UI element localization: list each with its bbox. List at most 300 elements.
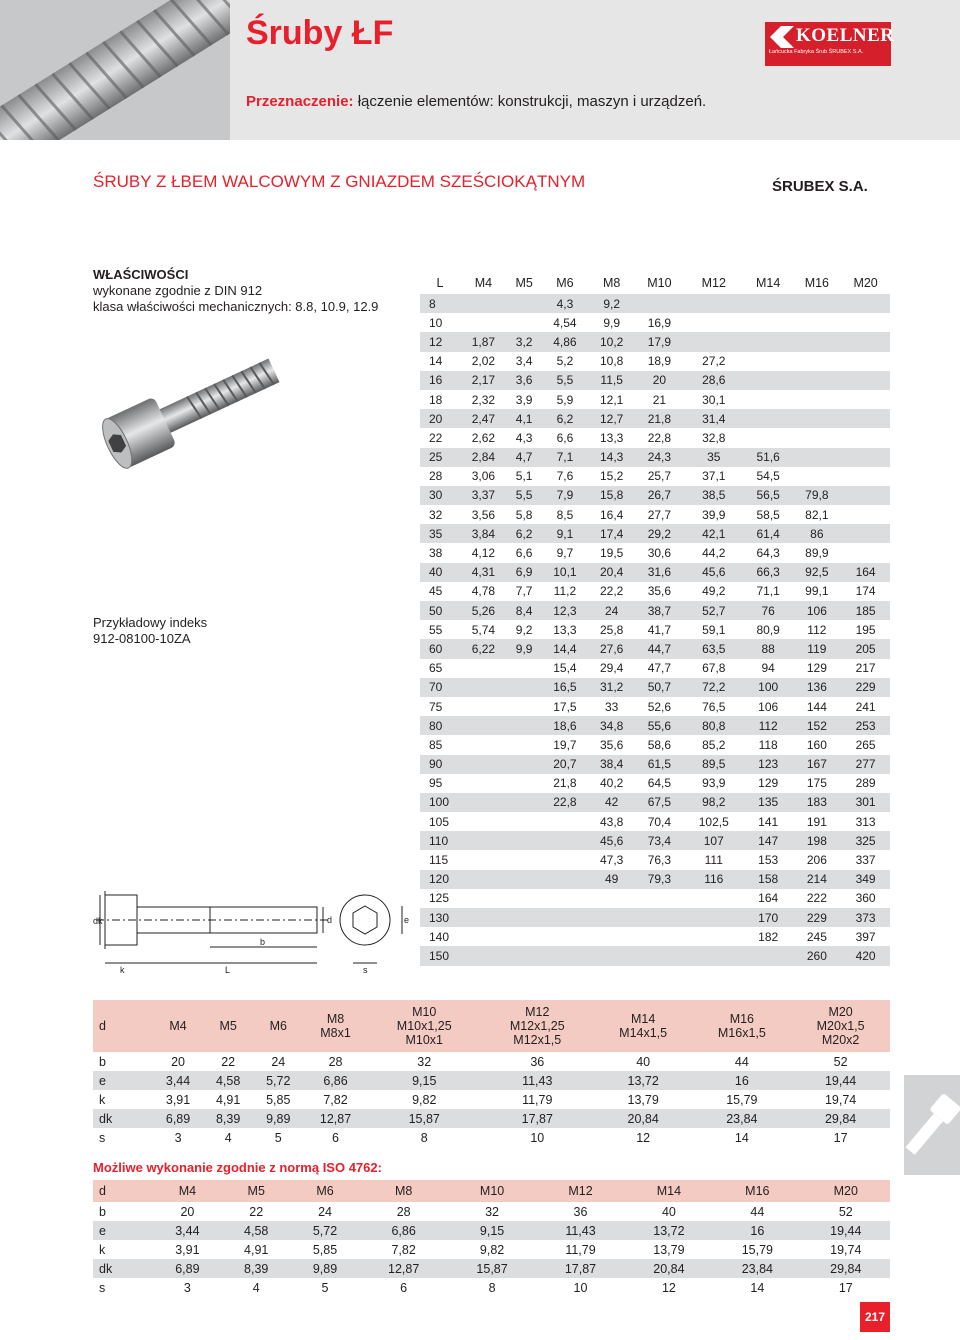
column-header: M6 <box>542 272 589 294</box>
table-cell: 22 <box>420 428 460 447</box>
table-cell: 9,9 <box>588 313 635 332</box>
table-cell: 6,86 <box>303 1071 367 1090</box>
table-cell: 17,5 <box>542 697 589 716</box>
example-index <box>93 615 207 647</box>
column-header: M8 <box>359 1180 447 1202</box>
table-cell: 25,7 <box>635 467 684 486</box>
table-cell <box>744 332 793 351</box>
table-cell: 105 <box>420 812 460 831</box>
table-cell: 80 <box>420 716 460 735</box>
table-cell: 9,2 <box>588 294 635 313</box>
table-row <box>93 1278 890 1297</box>
table-cell: 222 <box>793 889 842 908</box>
table-cell: 27,2 <box>684 352 744 371</box>
table-cell: 13,72 <box>625 1221 713 1240</box>
table-cell: 16 <box>713 1221 801 1240</box>
table-cell: 116 <box>684 870 744 889</box>
table-row <box>420 313 890 332</box>
table-row <box>93 1128 890 1147</box>
table-cell: 141 <box>744 812 793 831</box>
column-header <box>93 1000 153 1052</box>
table-cell: 31,6 <box>635 563 684 582</box>
table-row <box>420 371 890 390</box>
column-header: M12 <box>684 272 744 294</box>
table-cell: 3,37 <box>460 486 507 505</box>
page-header <box>0 0 960 140</box>
table-cell <box>841 313 890 332</box>
table-cell: 12,3 <box>542 601 589 620</box>
section-title: ŚRUBY Z ŁBEM WALCOWYM Z GNIAZDEM SZEŚCIOKĄTNYM <box>93 172 586 191</box>
table-cell <box>635 294 684 313</box>
table-row <box>420 850 890 869</box>
table-cell: 14 <box>693 1128 792 1147</box>
table-cell: 98,2 <box>684 793 744 812</box>
table-cell: 6,89 <box>153 1259 222 1278</box>
table-cell: s <box>93 1278 153 1297</box>
table-cell: 43,8 <box>588 812 635 831</box>
table-cell: 71,1 <box>744 582 793 601</box>
drawing-label-e: e <box>404 915 410 925</box>
table-cell: 8 <box>420 294 460 313</box>
header-line: M16x1,5 <box>717 1026 766 1040</box>
table-cell <box>460 927 507 946</box>
table-cell <box>744 409 793 428</box>
table-cell: 11,2 <box>542 582 589 601</box>
column-header: M16 <box>793 272 842 294</box>
table-cell: 30,6 <box>635 543 684 562</box>
table-cell: 7,9 <box>542 486 589 505</box>
table-cell: 20 <box>420 409 460 428</box>
table-cell: 50 <box>420 601 460 620</box>
table-cell: 94 <box>744 659 793 678</box>
table-cell: 5,8 <box>507 505 542 524</box>
table-cell: 32 <box>368 1052 481 1071</box>
table-row <box>420 659 890 678</box>
table-cell: 112 <box>793 620 842 639</box>
page-number: 217 <box>860 1302 890 1332</box>
table-cell: 17,4 <box>588 524 635 543</box>
table-cell: 59,1 <box>684 620 744 639</box>
table-row <box>420 601 890 620</box>
table-cell <box>542 946 589 965</box>
table-cell: 29,84 <box>802 1259 890 1278</box>
table-cell: 5,85 <box>253 1090 303 1109</box>
table-cell: 40 <box>420 563 460 582</box>
table-cell: 58,5 <box>744 505 793 524</box>
example-index-label: Przykładowy indeks <box>93 615 208 630</box>
header-line: M16 <box>729 1012 755 1026</box>
table-cell: 11,43 <box>536 1221 624 1240</box>
table-cell: 13,3 <box>542 620 589 639</box>
table-cell: 30,1 <box>684 390 744 409</box>
table-cell <box>793 448 842 467</box>
table-cell: 16 <box>693 1071 792 1090</box>
table-cell: 22,8 <box>635 428 684 447</box>
table-cell: 301 <box>841 793 890 812</box>
table-cell: 64,5 <box>635 774 684 793</box>
table-cell: 16,9 <box>635 313 684 332</box>
table-cell: 2,47 <box>460 409 507 428</box>
table-row <box>420 448 890 467</box>
column-header: d <box>93 1180 153 1202</box>
table-cell: 6,6 <box>507 543 542 562</box>
table-cell: 22 <box>203 1052 253 1071</box>
table-cell: 52,7 <box>684 601 744 620</box>
table-cell: 2,32 <box>460 390 507 409</box>
table-cell: 111 <box>684 850 744 869</box>
column-header <box>594 1000 693 1052</box>
table-cell <box>460 889 507 908</box>
table-cell <box>793 294 842 313</box>
table-cell: 349 <box>841 870 890 889</box>
table-cell: 32 <box>420 505 460 524</box>
table-cell <box>841 371 890 390</box>
table-cell: 93,9 <box>684 774 744 793</box>
table-cell: 65 <box>420 659 460 678</box>
srubex-logo <box>772 176 892 199</box>
table-cell: 12 <box>625 1278 713 1297</box>
table-cell: k <box>93 1090 153 1109</box>
weights-table <box>420 272 890 966</box>
table-cell: 82,1 <box>793 505 842 524</box>
table-cell: 153 <box>744 850 793 869</box>
table-cell <box>460 697 507 716</box>
table-row <box>93 1202 890 1221</box>
table-cell: 42 <box>588 793 635 812</box>
table-cell: 5,72 <box>291 1221 360 1240</box>
header-line: M20x1,5 <box>816 1019 865 1033</box>
table-cell <box>744 313 793 332</box>
table-cell <box>841 390 890 409</box>
table-cell <box>460 716 507 735</box>
table-cell: 2,62 <box>460 428 507 447</box>
table-cell: 80,9 <box>744 620 793 639</box>
table-cell: 20,84 <box>625 1259 713 1278</box>
table-row <box>420 870 890 889</box>
table-cell: 27,6 <box>588 639 635 658</box>
table-cell: 106 <box>793 601 842 620</box>
header-line: M4 <box>169 1019 187 1033</box>
table-cell: 19,44 <box>802 1221 890 1240</box>
table-cell: 40 <box>625 1202 713 1221</box>
table-cell: 35 <box>684 448 744 467</box>
table-cell: 397 <box>841 927 890 946</box>
column-header <box>481 1000 594 1052</box>
table-cell: 10,8 <box>588 352 635 371</box>
table-cell: 70 <box>420 678 460 697</box>
table-cell: 3 <box>153 1278 222 1297</box>
table-cell: 13,3 <box>588 428 635 447</box>
table-cell: 2,17 <box>460 371 507 390</box>
srubex-logo-text: ŚRUBEX S.A. <box>772 178 868 194</box>
table-cell: 6,2 <box>542 409 589 428</box>
table-cell: 5,2 <box>542 352 589 371</box>
table-cell <box>507 812 542 831</box>
table-row <box>420 946 890 965</box>
column-header: M10 <box>635 272 684 294</box>
header-line: M10x1 <box>405 1033 443 1047</box>
table-cell: 38,5 <box>684 486 744 505</box>
table-cell: 4,3 <box>507 428 542 447</box>
table-cell: 38 <box>420 543 460 562</box>
table-cell <box>460 850 507 869</box>
table-cell: 16 <box>420 371 460 390</box>
table-cell: 9,7 <box>542 543 589 562</box>
table-cell: 135 <box>744 793 793 812</box>
table-cell: 67,5 <box>635 793 684 812</box>
table-cell: 3,44 <box>153 1221 222 1240</box>
table-cell: 9,89 <box>291 1259 360 1278</box>
table-cell <box>588 927 635 946</box>
table-cell: 79,8 <box>793 486 842 505</box>
table-cell: 10 <box>420 313 460 332</box>
table-cell: 6 <box>303 1128 367 1147</box>
table-cell: 15,87 <box>368 1109 481 1128</box>
table-cell: 45,6 <box>588 831 635 850</box>
drawing-label-d: d <box>327 915 333 925</box>
table-cell: 289 <box>841 774 890 793</box>
table-cell <box>793 352 842 371</box>
table-cell: 3,06 <box>460 467 507 486</box>
header-line: M10x1,25 <box>396 1019 452 1033</box>
header-line: M12x1,5 <box>513 1033 562 1047</box>
table-cell: 6,86 <box>359 1221 447 1240</box>
table-cell: dk <box>93 1109 153 1128</box>
table-cell: 4,12 <box>460 543 507 562</box>
table-cell <box>460 946 507 965</box>
table-cell: 10,1 <box>542 563 589 582</box>
column-header: M5 <box>507 272 542 294</box>
weights-body <box>420 294 890 966</box>
column-header <box>368 1000 481 1052</box>
table-cell: 13,72 <box>594 1071 693 1090</box>
table-cell <box>507 774 542 793</box>
table-cell <box>588 908 635 927</box>
table-cell: 36 <box>481 1052 594 1071</box>
table-cell: 164 <box>744 889 793 908</box>
table-cell: 140 <box>420 927 460 946</box>
table-cell <box>684 908 744 927</box>
table-cell: 70,4 <box>635 812 684 831</box>
technical-drawing <box>90 877 410 982</box>
table-cell: 10,2 <box>588 332 635 351</box>
table-cell: 24 <box>588 601 635 620</box>
table-cell: 5,72 <box>253 1071 303 1090</box>
table-cell <box>841 428 890 447</box>
table-row <box>420 908 890 927</box>
table-cell: k <box>93 1240 153 1259</box>
table-cell: 100 <box>420 793 460 812</box>
table-cell: 125 <box>420 889 460 908</box>
table-cell: 2,84 <box>460 448 507 467</box>
table-cell: 21 <box>635 390 684 409</box>
table-row <box>420 582 890 601</box>
table-cell: 31,4 <box>684 409 744 428</box>
table-row <box>420 716 890 735</box>
table-cell: 360 <box>841 889 890 908</box>
table-cell <box>635 946 684 965</box>
dimensions-table <box>93 1000 890 1147</box>
table-cell: 8,39 <box>203 1109 253 1128</box>
table-cell: 45 <box>420 582 460 601</box>
table-row <box>93 1240 890 1259</box>
table-cell: 6,89 <box>153 1109 203 1128</box>
table-cell: 8 <box>448 1278 536 1297</box>
table-cell: e <box>93 1071 153 1090</box>
table-cell: 6,22 <box>460 639 507 658</box>
column-header: M8 <box>588 272 635 294</box>
table-cell: 40 <box>594 1052 693 1071</box>
column-header <box>253 1000 303 1052</box>
table-row <box>420 332 890 351</box>
table-row <box>420 755 890 774</box>
table-cell: 12,1 <box>588 390 635 409</box>
table-cell <box>841 543 890 562</box>
table-cell: 14,3 <box>588 448 635 467</box>
table-cell <box>507 678 542 697</box>
table-cell: 73,4 <box>635 831 684 850</box>
table-cell: 40,2 <box>588 774 635 793</box>
table-cell: 17 <box>791 1128 890 1147</box>
table-cell <box>684 927 744 946</box>
table-cell: 80,8 <box>684 716 744 735</box>
table-cell <box>841 332 890 351</box>
table-cell: 67,8 <box>684 659 744 678</box>
table-row <box>420 409 890 428</box>
column-header: L <box>420 272 460 294</box>
table-cell: 4,58 <box>203 1071 253 1090</box>
table-cell: 100 <box>744 678 793 697</box>
header-line: M10 <box>412 1005 437 1019</box>
table-cell: 36 <box>536 1202 624 1221</box>
purpose-text: łączenie elementów: konstrukcji, maszyn i urządzeń. <box>353 93 707 110</box>
table-cell <box>542 870 589 889</box>
table-row <box>420 831 890 850</box>
header-line: M14 <box>630 1012 656 1026</box>
table-cell: 64,3 <box>744 543 793 562</box>
table-cell: 52 <box>791 1052 890 1071</box>
koelner-emblem-icon <box>768 24 796 50</box>
table-cell: 76,3 <box>635 850 684 869</box>
column-header: M20 <box>841 272 890 294</box>
table-cell: 5,5 <box>542 371 589 390</box>
table-cell: 129 <box>793 659 842 678</box>
table-row <box>420 774 890 793</box>
table-cell: 337 <box>841 850 890 869</box>
table-cell: 42,1 <box>684 524 744 543</box>
table-cell: 130 <box>420 908 460 927</box>
column-header: M12 <box>536 1180 624 1202</box>
table-cell: 4,58 <box>222 1221 291 1240</box>
table-cell: 110 <box>420 831 460 850</box>
table-cell: 19,7 <box>542 735 589 754</box>
table-cell: 253 <box>841 716 890 735</box>
table-cell: 17,87 <box>481 1109 594 1128</box>
table-cell: 10 <box>536 1278 624 1297</box>
table-cell <box>542 908 589 927</box>
table-cell <box>460 678 507 697</box>
table-cell: 21,8 <box>635 409 684 428</box>
drawing-label-s: s <box>363 965 368 975</box>
table-cell: 150 <box>420 946 460 965</box>
table-cell: 9,82 <box>448 1240 536 1259</box>
table-cell: 174 <box>841 582 890 601</box>
table-cell <box>684 946 744 965</box>
table-cell: 49,2 <box>684 582 744 601</box>
table-cell: 95 <box>420 774 460 793</box>
table-cell: 16,5 <box>542 678 589 697</box>
column-header <box>153 1000 203 1052</box>
table-cell <box>793 467 842 486</box>
table-cell: 9,1 <box>542 524 589 543</box>
table-cell: 12,87 <box>303 1109 367 1128</box>
table-row <box>420 524 890 543</box>
table-cell: 14 <box>713 1278 801 1297</box>
table-cell: 29,84 <box>791 1109 890 1128</box>
table-cell: 32,8 <box>684 428 744 447</box>
table-row <box>420 390 890 409</box>
table-cell: 4,78 <box>460 582 507 601</box>
table-cell: 4 <box>222 1278 291 1297</box>
table-cell <box>793 390 842 409</box>
table-cell: 79,3 <box>635 870 684 889</box>
table-cell: 15,2 <box>588 467 635 486</box>
table-cell: 102,5 <box>684 812 744 831</box>
table-cell <box>542 812 589 831</box>
table-cell: 4,31 <box>460 563 507 582</box>
table-cell: 26,7 <box>635 486 684 505</box>
table-cell: 5,74 <box>460 620 507 639</box>
table-cell <box>507 908 542 927</box>
table-cell <box>460 294 507 313</box>
table-cell: 5,9 <box>542 390 589 409</box>
table-cell: 6,9 <box>507 563 542 582</box>
table-cell: 33 <box>588 697 635 716</box>
table-row <box>420 352 890 371</box>
header-line: M12x1,25 <box>509 1019 565 1033</box>
table-cell: 167 <box>793 755 842 774</box>
table-cell: 19,44 <box>791 1071 890 1090</box>
table-cell: 4,54 <box>542 313 589 332</box>
table-cell: 20 <box>635 371 684 390</box>
table-row <box>93 1109 890 1128</box>
table-cell: 119 <box>793 639 842 658</box>
table-cell: 8,39 <box>222 1259 291 1278</box>
koelner-subtitle: Łańcucka Fabryka Śrub ŚRUBEX S.A. <box>769 49 864 55</box>
table-cell: 63,5 <box>684 639 744 658</box>
table-cell: 19,5 <box>588 543 635 562</box>
header-line: M20x2 <box>821 1033 860 1047</box>
table-cell: 158 <box>744 870 793 889</box>
table-cell <box>841 409 890 428</box>
table-row <box>420 812 890 831</box>
table-cell <box>507 755 542 774</box>
table-cell: 49 <box>588 870 635 889</box>
table-cell <box>460 812 507 831</box>
table-cell <box>460 908 507 927</box>
table-cell: 13,79 <box>594 1090 693 1109</box>
table-cell: 9,15 <box>448 1221 536 1240</box>
table-cell: 99,1 <box>793 582 842 601</box>
table-cell: 29,2 <box>635 524 684 543</box>
table-cell <box>507 889 542 908</box>
table-cell: 22,2 <box>588 582 635 601</box>
table-cell <box>793 332 842 351</box>
table-cell: 9,15 <box>368 1071 481 1090</box>
table-cell: 29,4 <box>588 659 635 678</box>
table-cell: 7,82 <box>359 1240 447 1259</box>
table-cell <box>744 946 793 965</box>
